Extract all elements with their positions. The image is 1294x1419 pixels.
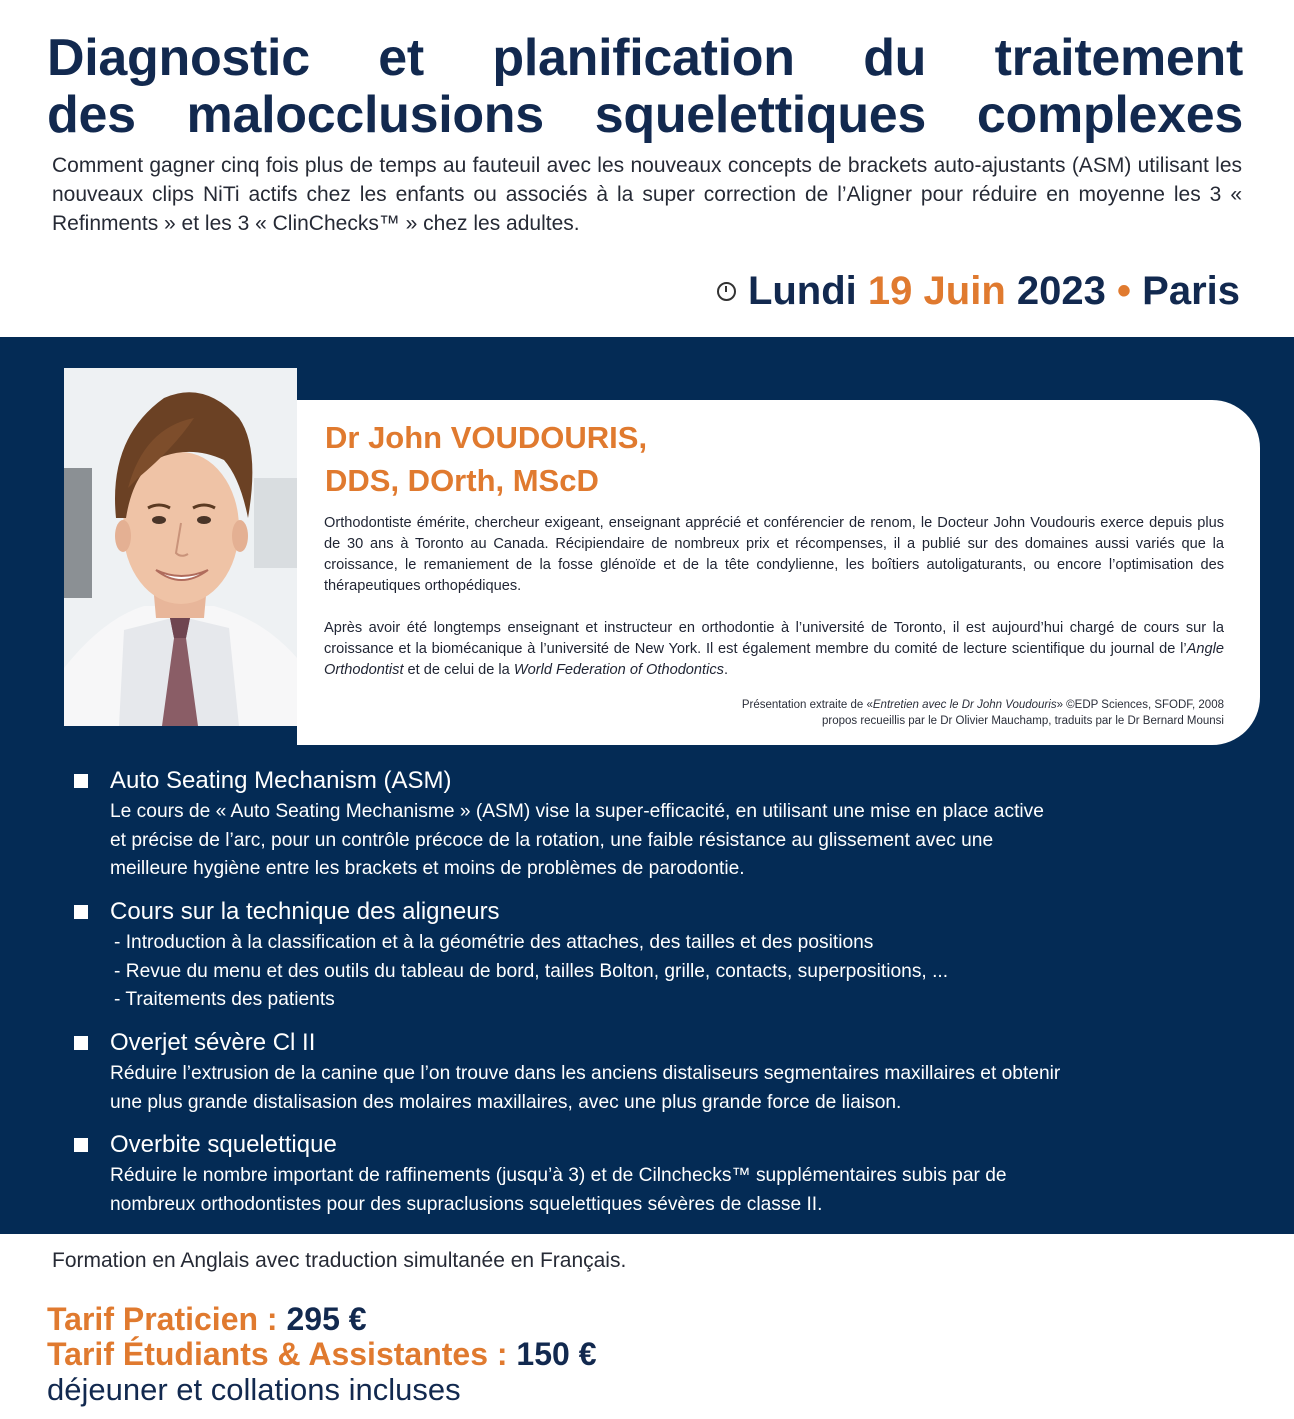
title-line-2: des malocclusions squelettiques complexes	[47, 86, 1243, 144]
title-line-1: Diagnostic et planification du traitement	[47, 29, 1243, 87]
program-item-line: Le cours de « Auto Seating Mechanisme » (ASM) vise la super-efficacité, en utilisant une mise en place active	[110, 801, 1044, 822]
program-item-line: Réduire le nombre important de raffinements (jusqu’à 3) et de Cilnchecks™ supplémentaires subis par de	[110, 1165, 1007, 1186]
journal-world-federation: World Federation of Othodontics	[513, 662, 724, 678]
program-item-description	[110, 1162, 1200, 1219]
program-item-description	[114, 929, 1204, 1015]
bio-paragraph-2	[324, 618, 1224, 681]
program-item-line: Réduire l’extrusion de la canine que l’on trouve dans les anciens distaliseurs segmentaires maxillaires et obtenir	[110, 1063, 1061, 1084]
program-item-description	[110, 798, 1200, 884]
credit-line-2: propos recueillis par le Dr Olivier Mauchamp, traduits par le Dr Bernard Mounsi	[821, 715, 1224, 727]
event-separator: •	[1117, 269, 1132, 313]
program-item-line: - Traitements des patients	[114, 989, 335, 1010]
page-title	[47, 30, 1243, 144]
credit-source: Entretien avec le Dr John Voudouris	[872, 699, 1057, 711]
program-item-title: Auto Seating Mechanism (ASM)	[110, 767, 452, 794]
square-bullet-icon	[74, 774, 88, 788]
program-item-title: Cours sur la technique des aligneurs	[110, 898, 500, 925]
program-item-line: - Introduction à la classification et à la géométrie des attaches, des tailles et des positions	[114, 932, 874, 953]
square-bullet-icon	[74, 905, 88, 919]
program-item-line: et précise de l’arc, pour un contrôle précoce de la rotation, une faible résistance au glissement avec une	[110, 829, 994, 851]
program-item-title: Overjet sévère Cl II	[110, 1029, 316, 1056]
price-practitioner-value: 295 €	[286, 1301, 367, 1337]
event-city: Paris	[1142, 269, 1240, 313]
bio-paragraph-1: Orthodontiste émérite, chercheur exigeant, enseignant apprécié et conférencier de renom, le Docteur John Voudouris exerce depuis plus de 30 ans à Toronto au Canada. Récipiendaire de nombreux prix et récompenses, il a publié sur des domaines aussi variés que la croissance, le remaniement de la fosse glénoïde et de la tête condylienne, les boîtiers autoligaturants, ou encore l’optimisation des thérapeutiques orthopédiques.	[324, 515, 1224, 594]
program-item-asm	[72, 767, 1212, 883]
bio-p2-text-a: Après avoir été longtemps enseignant et instructeur en orthodontie à l’université de Toronto, il est aujourd’hui chargé de cours sur la croissance et la biomécanique à l’université de New York. Il est également membre du comité de lecture scientifique du journal de l’	[324, 620, 1224, 657]
credit-line-1	[742, 697, 1224, 713]
bio-p2-text-b: et de celui de la	[403, 662, 514, 678]
clock-icon	[717, 282, 736, 301]
event-year: 2023	[1016, 269, 1106, 313]
program-item-line: - Revue du menu et des outils du tableau de bord, tailles Bolton, grille, contacts, superpositions, ...	[114, 960, 949, 982]
bio-credit	[742, 697, 1224, 729]
event-day: Lundi	[747, 269, 857, 313]
subtitle: Comment gagner cinq fois plus de temps au fauteuil avec les nouveaux concepts de brackets auto-ajustants (ASM) utilisant les nouveaux clips NiTi actifs chez les enfants ou associés à la super correction de l’Aligner pour réduire en moyenne les 3 « Refinments » et les 3 « ClinChecks™ » chez les adultes.	[52, 154, 1242, 235]
price-practitioner	[47, 1302, 597, 1337]
event-date: 19 Juin	[867, 269, 1006, 313]
credit-suffix: » ©EDP Sciences, SFODF, 2008	[1056, 699, 1224, 711]
square-bullet-icon	[74, 1036, 88, 1050]
program-item-line: meilleure hygiène entre les brackets et moins de problèmes de parodontie.	[110, 858, 745, 879]
program-item-description	[110, 1060, 1200, 1117]
price-students-label: Tarif Étudiants & Assistantes :	[47, 1336, 508, 1372]
program-item-overbite	[72, 1131, 1212, 1221]
program-item-overjet	[72, 1029, 1212, 1119]
portrait-illustration	[64, 368, 297, 726]
program-item-line: nombreux orthodontistes pour des supraclusions squelettiques sévères de classe II.	[110, 1193, 823, 1215]
speaker-portrait	[64, 368, 297, 726]
speaker-credentials: DDS, DOrth, MScD	[325, 463, 599, 498]
speaker-bio-card	[297, 400, 1260, 745]
price-students-value: 150 €	[516, 1336, 597, 1372]
credit-prefix: Présentation extraite de «	[741, 699, 873, 711]
pricing-block	[47, 1302, 597, 1408]
speaker-name-line-1: Dr John VOUDOURIS,	[325, 420, 648, 455]
square-bullet-icon	[74, 1138, 88, 1152]
language-note: Formation en Anglais avec traduction simultanée en Français.	[52, 1249, 627, 1272]
program-item-line: une plus grande distalisasion des molaires maxillaires, avec une plus grande force de liaison.	[110, 1091, 902, 1113]
program-item-aligners	[72, 898, 1212, 1014]
program-item-title: Overbite squelettique	[110, 1131, 337, 1158]
bio-p2-end: .	[723, 662, 728, 678]
event-date-location	[717, 266, 1240, 316]
journal-angle-orthodontist: Angle Orthodontist	[324, 641, 1224, 678]
meals-note: déjeuner et collations incluses	[47, 1372, 461, 1407]
price-students	[47, 1337, 597, 1372]
price-practitioner-label: Tarif Praticien :	[47, 1301, 278, 1337]
speaker-name	[325, 416, 647, 502]
